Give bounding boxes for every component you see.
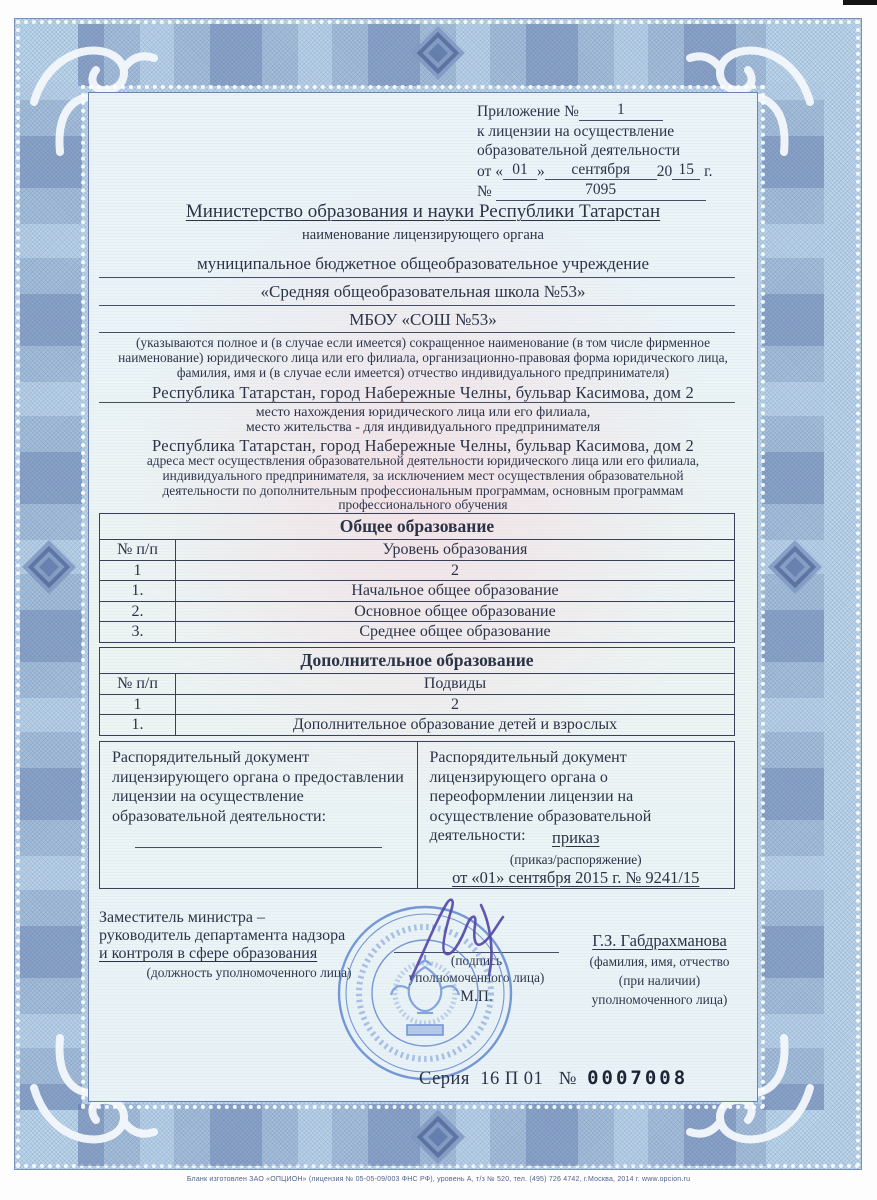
table-row [100, 715, 735, 736]
organization-type: муниципальное бюджетное общеобразовательное учреждение [196, 254, 650, 273]
annex-label: Приложение № [477, 103, 579, 120]
annex-number-field: 1 [579, 100, 663, 121]
legal-address: Республика Татарстан, город Набережные Челны, бульвар Касимова, дом 2 [152, 383, 694, 402]
signatory-name: Г.З. Габдрахманова [592, 931, 727, 950]
organization-short-name: МБОУ «СОШ №53» [349, 310, 497, 329]
rule-line [99, 402, 735, 403]
border-band-right [762, 82, 824, 1110]
name-caption-2: (при наличии) [618, 973, 701, 988]
column-header: Подвиды [176, 674, 735, 695]
name-caption-3: уполномоченного лица) [591, 992, 728, 1007]
annex-reference-block [477, 101, 749, 202]
position-line: руководитель департамента надзора [99, 927, 346, 944]
reissue-order-cell [417, 742, 735, 888]
column-index: 1 [100, 560, 176, 581]
license-date-month-field: сентября [545, 160, 657, 181]
additional-education-table [99, 647, 735, 736]
signature-caption-1: (подпись [450, 953, 503, 968]
legal-address-caption-2: место жительства - для индивидуального предпринимателя [245, 420, 601, 435]
blank-signature-line [135, 847, 382, 848]
name-caption-1: (фамилия, имя, отчество [589, 954, 730, 969]
row-number: 3. [100, 622, 176, 643]
row-number: 1. [100, 581, 176, 602]
grant-order-cell [100, 742, 417, 888]
blank-manufacturer-footer: Бланк изготовлен ЗАО «ОПЦИОН» (лицензия № 05-05-09/003 ФНС РФ), уровень А, т/з № 520, тел. (495) 726 4742, г.Москва, 2014 г. www.opcion.ru [186, 1176, 691, 1183]
rule-line [99, 277, 735, 278]
annex-line2: к лицензии на осуществление [477, 122, 675, 140]
organization-name: «Средняя общеобразовательная школа №53» [260, 282, 586, 301]
license-number-field: 7095 [496, 180, 706, 201]
signature-scribble [385, 891, 535, 986]
rule-line [99, 305, 735, 306]
column-header: № п/п [100, 540, 176, 561]
table-row [100, 622, 735, 643]
table-title: Общее образование [100, 514, 735, 540]
row-number: 1. [100, 715, 176, 736]
rule-line [99, 332, 735, 333]
organization-caption: (указываются полное и (в случае если имеется) сокращенное наименование (в том числе фирменное наименование) юридического лица или его филиала, организационно-правовая форма юридического лица, фамилия, имя и (в случае если имеется) отчество индивидуального предпринимателя) [118, 335, 728, 380]
row-value: Дополнительное образование детей и взрослых [176, 715, 735, 736]
row-value: Среднее общее образование [176, 622, 735, 643]
row-value: Основное общее образование [176, 601, 735, 622]
signature-caption-2: уполномоченного лица) [408, 969, 545, 985]
column-index: 2 [176, 560, 735, 581]
position-line: Заместитель министра – [99, 909, 265, 926]
column-header: № п/п [100, 674, 176, 695]
series-label: Серия [419, 1069, 470, 1089]
reissue-order-details: от «01» сентября 2015 г. № 9241/15 [452, 868, 700, 887]
position-caption: (должность уполномоченного лица) [146, 965, 352, 980]
table-row [100, 601, 735, 622]
license-date-day-field: 01 [503, 160, 537, 181]
reissue-order-caption: (приказ/распоряжение) [509, 852, 642, 867]
general-education-table [99, 513, 735, 643]
scan-artifact [843, 0, 877, 5]
form-series-line [419, 1067, 749, 1090]
series-number-sign: № [558, 1069, 577, 1089]
seal-mark: М.П. [460, 988, 493, 1005]
annex-line3: образовательной деятельности [477, 142, 681, 159]
grant-order-text: Распорядительный документ лицензирующего органа о предоставлении лицензии на осуществление образовательной деятельности: [112, 749, 404, 825]
column-header: Уровень образования [176, 540, 735, 561]
license-date-line: от « 01 » сентября 20 15 г. [477, 160, 713, 180]
row-value: Начальное общее образование [176, 581, 735, 602]
certificate-body [88, 92, 758, 1102]
border-band-left [20, 82, 82, 1110]
license-date-year-field: 15 [672, 160, 700, 181]
legal-address-caption-1: место нахождения юридического лица или его филиала, [255, 405, 591, 420]
column-index: 1 [100, 694, 176, 715]
form-number: 0007008 [587, 1067, 689, 1089]
position-line: и контроля в сфере образования [99, 945, 318, 962]
table-title: Дополнительное образование [100, 648, 735, 674]
license-number-line: № 7095 [477, 181, 749, 202]
series-value: 16 П 01 [480, 1069, 544, 1089]
signatory-name-block [567, 909, 752, 1008]
table-row [100, 581, 735, 602]
reissue-order-type: приказ [551, 828, 600, 847]
activity-address: Республика Татарстан, город Набережные Челны, бульвар Касимова, дом 2 [152, 436, 694, 455]
issuer-name: Министерство образования и науки Республики Татарстан [185, 201, 661, 222]
orders-box [99, 741, 735, 889]
reissue-order-text: Распорядительный документ лицензирующего органа о переоформлении лицензии на осуществление образовательной деятельности: [429, 749, 652, 844]
row-number: 2. [100, 601, 176, 622]
activity-address-caption: адреса мест осуществления образовательной деятельности юридического лица или его филиала, индивидуального предпринимателя, за исключением мест осуществления образовательной деятельности по дополнительным профессиональным программам, основным программам профессионального обучения [146, 453, 700, 513]
column-index: 2 [176, 694, 735, 715]
issuer-caption: наименование лицензирующего органа [302, 227, 544, 243]
